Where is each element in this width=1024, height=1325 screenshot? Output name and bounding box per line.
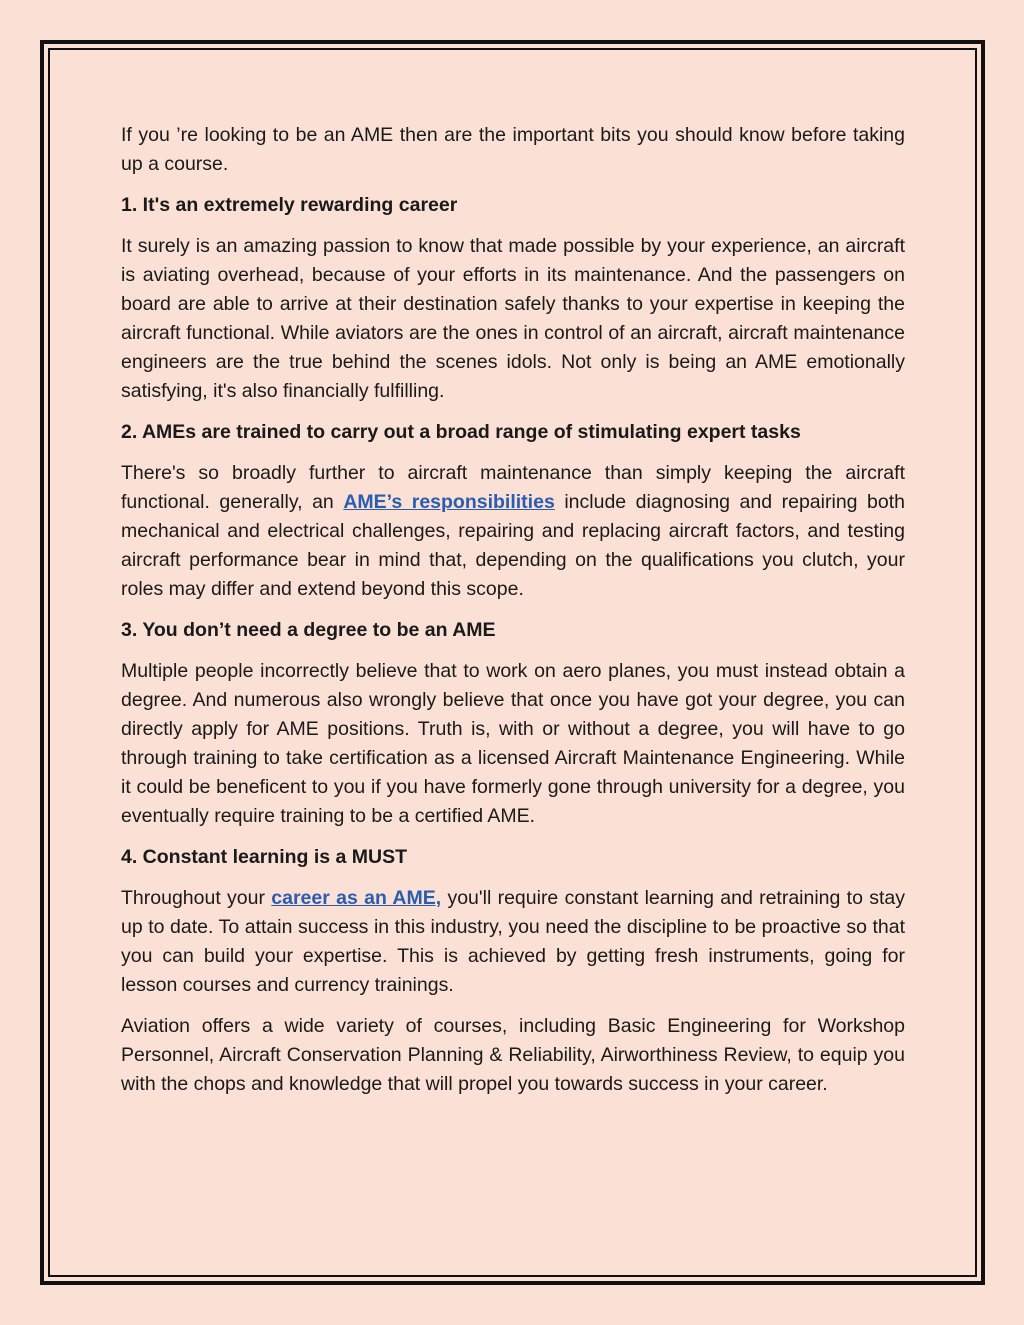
section-4-paragraph xyxy=(121,884,905,1000)
document-body xyxy=(121,121,905,1111)
section-3-heading: 3. You don’t need a degree to be an AME xyxy=(121,619,496,641)
closing-paragraph: Aviation offers a wide variety of courses, including Basic Engineering for Workshop Personnel, Aircraft Conservation Planning & Reliability, Airworthiness Review, to equip you with the chops and knowledge that will propel you towards success in your career. xyxy=(121,1015,905,1095)
section-4-heading: 4. Constant learning is a MUST xyxy=(121,846,408,868)
career-as-ame-link[interactable]: career as an AME, xyxy=(271,887,442,909)
section-1-paragraph: It surely is an amazing passion to know that made possible by your experience, an aircraft is aviating overhead, because of your efforts in its maintenance. And the passengers on board are able to arrive at their destination safely thanks to your expertise in keeping the aircraft functional. While aviators are the ones in control of an aircraft, aircraft maintenance engineers are the true behind the scenes idols. Not only is being an AME emotionally satisfying, it's also financially fulfilling. xyxy=(121,235,905,402)
section-1-heading: 1. It's an extremely rewarding career xyxy=(121,194,458,216)
section-2-text-before-link: There's so broadly further to aircraft maintenance than simply keeping the aircraft functional. generally, an xyxy=(121,462,905,513)
ame-responsibilities-link[interactable]: AME’s responsibilities xyxy=(343,491,555,513)
section-2-paragraph xyxy=(121,459,905,604)
section-2-text-after-link: include diagnosing and repairing both mechanical and electrical challenges, repairing and replacing aircraft factors, and testing aircraft performance bear in mind that, depending on the qualifications you clutch, your roles may differ and extend beyond this scope. xyxy=(121,491,905,600)
intro-paragraph: If you ’re looking to be an AME then are the important bits you should know before taking up a course. xyxy=(121,124,905,175)
section-4-text-before-link: Throughout your xyxy=(121,887,272,909)
section-3-paragraph: Multiple people incorrectly believe that to work on aero planes, you must instead obtain a degree. And numerous also wrongly believe that once you have got your degree, you can directly apply for AME positions. Truth is, with or without a degree, you will have to go through training to take certification as a licensed Aircraft Maintenance Engineering. While it could be beneficent to you if you have formerly gone through university for a degree, you eventually require training to be a certified AME. xyxy=(121,660,905,827)
section-2-heading: 2. AMEs are trained to carry out a broad range of stimulating expert tasks xyxy=(121,421,801,443)
section-4-text-after-link: you'll require constant learning and retraining to stay up to date. To attain success in this industry, you need the discipline to be proactive so that you can build your expertise. This is achieved by getting fresh instruments, going for lesson courses and currency trainings. xyxy=(121,887,905,996)
